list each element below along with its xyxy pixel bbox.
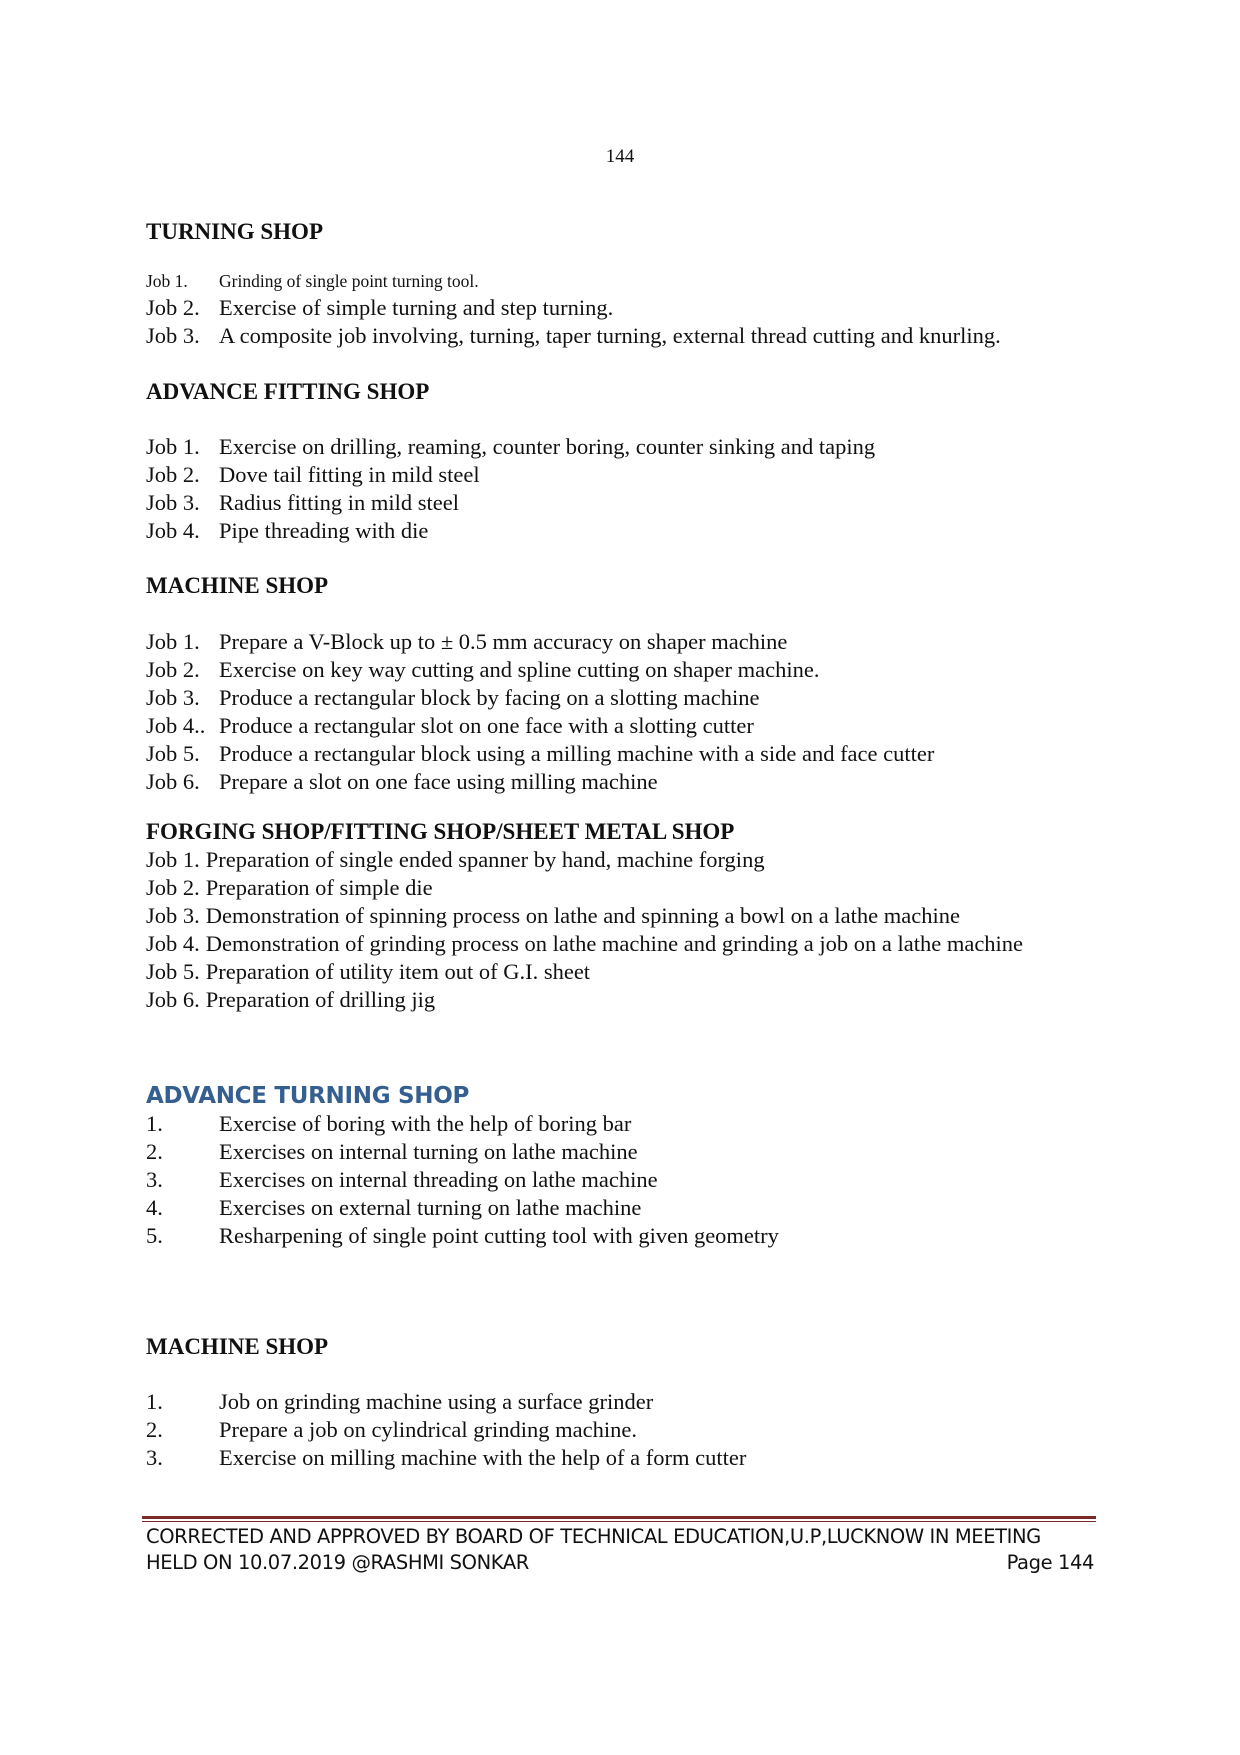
job-text: Preparation of single ended spanner by hand, machine forging: [205, 847, 765, 872]
job-label: Job 3.: [146, 685, 200, 710]
job-label: Job 1.: [146, 847, 200, 872]
section-machine-shop: [146, 572, 1106, 796]
item-number: 3.: [146, 1167, 163, 1192]
job-text: Pipe threading with die: [219, 518, 429, 543]
item-number: 1.: [146, 1389, 163, 1414]
job-text: Demonstration of spinning process on lathe and spinning a bowl on a lathe machine: [205, 903, 960, 928]
item-number: 1.: [146, 1111, 163, 1136]
item-text: Prepare a job on cylindrical grinding machine.: [219, 1417, 637, 1442]
item-text: Exercises on external turning on lathe machine: [219, 1195, 642, 1220]
job-label: Job 1.: [146, 271, 188, 291]
list-item: [146, 902, 1106, 930]
job-list: [146, 433, 1106, 545]
job-label: Job 3.: [146, 903, 200, 928]
section-heading: MACHINE SHOP: [146, 573, 329, 598]
item-text: Job on grinding machine using a surface grinder: [219, 1389, 654, 1414]
footer-page-label: Page 144: [1006, 1551, 1094, 1574]
job-text: Radius fitting in mild steel: [219, 490, 459, 515]
section-forging-shop: [146, 818, 1106, 1014]
item-text: Resharpening of single point cutting tool with given geometry: [219, 1223, 779, 1248]
list-item: [146, 489, 1106, 517]
job-label: Job 3.: [146, 323, 200, 348]
job-label: Job 1.: [146, 629, 200, 654]
list-item: [146, 986, 1106, 1014]
list-item: [146, 1416, 1106, 1444]
list-item: [146, 268, 1106, 294]
job-text: Produce a rectangular block by facing on a slotting machine: [219, 685, 760, 710]
job-label: Job 1.: [146, 434, 200, 459]
footer-divider: [142, 1516, 1096, 1519]
list-item: [146, 930, 1106, 958]
job-list: [146, 846, 1106, 1014]
footer-divider-thin: [142, 1521, 1096, 1522]
page-footer: [146, 1524, 1094, 1576]
job-text: Exercise of simple turning and step turning.: [219, 295, 614, 320]
section-turning-shop: [146, 218, 1106, 350]
job-label: Job 3.: [146, 490, 200, 515]
job-text: Exercise on key way cutting and spline cutting on shaper machine.: [219, 657, 820, 682]
job-text: Produce a rectangular slot on one face with a slotting cutter: [219, 713, 754, 738]
job-text: Demonstration of grinding process on lathe machine and grinding a job on a lathe machine: [205, 931, 1024, 956]
list-item: [146, 656, 1106, 684]
section-heading: ADVANCE TURNING SHOP: [146, 1083, 470, 1109]
item-number: 3.: [146, 1445, 163, 1470]
list-item: [146, 768, 1106, 796]
exercise-list: [146, 1110, 1106, 1250]
job-text: A composite job involving, turning, taper turning, external thread cutting and knurling.: [219, 323, 1001, 348]
job-text: Exercise on drilling, reaming, counter boring, counter sinking and taping: [219, 434, 876, 459]
job-label: Job 4.: [146, 518, 200, 543]
section-machine-shop-2: [146, 1333, 1106, 1472]
item-number: 2.: [146, 1139, 163, 1164]
footer-approval-line: CORRECTED AND APPROVED BY BOARD OF TECHNICAL EDUCATION,U.P,LUCKNOW IN MEETING: [146, 1525, 1041, 1548]
list-item: [146, 846, 1106, 874]
job-list: [146, 628, 1106, 796]
job-text: Grinding of single point turning tool.: [219, 271, 479, 291]
job-label: Job 6.: [146, 769, 200, 794]
job-label: Job 6.: [146, 987, 200, 1012]
exercise-list: [146, 1388, 1106, 1472]
job-label: Job 5.: [146, 959, 200, 984]
list-item: [146, 1388, 1106, 1416]
item-text: Exercise on milling machine with the help of a form cutter: [219, 1445, 747, 1470]
job-label: Job 4.: [146, 931, 200, 956]
item-number: 4.: [146, 1195, 163, 1220]
section-heading: FORGING SHOP/FITTING SHOP/SHEET METAL SHOP: [146, 819, 735, 844]
job-label: Job 2.: [146, 657, 200, 682]
item-number: 2.: [146, 1417, 163, 1442]
list-item: [146, 712, 1106, 740]
list-item: [146, 740, 1106, 768]
list-item: [146, 1166, 1106, 1194]
list-item: [146, 684, 1106, 712]
job-text: Preparation of utility item out of G.I. sheet: [205, 959, 591, 984]
section-heading: MACHINE SHOP: [146, 1334, 329, 1359]
job-text: Produce a rectangular block using a milling machine with a side and face cutter: [219, 741, 935, 766]
job-label: Job 4..: [146, 713, 206, 738]
section-advance-fitting-shop: [146, 378, 1106, 545]
item-number: 5.: [146, 1223, 163, 1248]
list-item: [146, 1138, 1106, 1166]
job-text: Preparation of simple die: [205, 875, 433, 900]
page-number: 144: [605, 146, 635, 167]
list-item: [146, 433, 1106, 461]
job-list: [146, 268, 1106, 350]
job-text: Prepare a V-Block up to ± 0.5 mm accuracy on shaper machine: [219, 629, 788, 654]
list-item: [146, 322, 1106, 350]
job-label: Job 5.: [146, 741, 200, 766]
list-item: [146, 294, 1106, 322]
footer-line-2: [146, 1550, 1094, 1576]
item-text: Exercise of boring with the help of boring bar: [219, 1111, 632, 1136]
list-item: [146, 517, 1106, 545]
list-item: [146, 1222, 1106, 1250]
job-label: Job 2.: [146, 875, 200, 900]
section-advance-turning-shop: [146, 1082, 1106, 1250]
list-item: [146, 1444, 1106, 1472]
job-label: Job 2.: [146, 462, 200, 487]
page-content: [146, 218, 1106, 1472]
list-item: [146, 1194, 1106, 1222]
job-text: Prepare a slot on one face using milling machine: [219, 769, 658, 794]
job-text: Dove tail fitting in mild steel: [219, 462, 480, 487]
section-heading: ADVANCE FITTING SHOP: [146, 379, 430, 404]
list-item: [146, 461, 1106, 489]
list-item: [146, 958, 1106, 986]
list-item: [146, 1110, 1106, 1138]
section-heading: TURNING SHOP: [146, 219, 323, 244]
list-item: [146, 874, 1106, 902]
list-item: [146, 628, 1106, 656]
job-label: Job 2.: [146, 295, 200, 320]
footer-meeting-info: HELD ON 10.07.2019 @RASHMI SONKAR: [146, 1551, 529, 1574]
job-text: Preparation of drilling jig: [205, 987, 436, 1012]
item-text: Exercises on internal threading on lathe machine: [219, 1167, 658, 1192]
item-text: Exercises on internal turning on lathe machine: [219, 1139, 638, 1164]
